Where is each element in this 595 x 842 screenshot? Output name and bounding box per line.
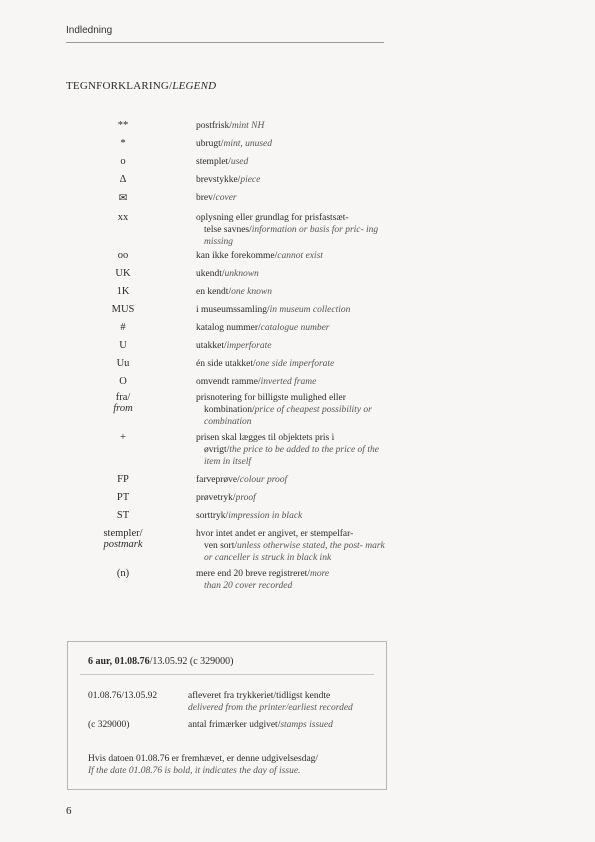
legend-description-da: prøvetryk/ [196, 493, 236, 503]
legend-description-en: used [230, 157, 249, 167]
legend-description-da: ubrugt/ [196, 139, 224, 149]
legend-description-en: one known [231, 287, 272, 297]
legend-description [196, 392, 388, 428]
legend-description-en: cannot exist [277, 251, 323, 261]
legend-description-en: catalogue number [260, 323, 330, 333]
legend-symbol [92, 568, 154, 579]
example-explanation-en: delivered from the printer/earliest recorded [188, 703, 353, 713]
example-note-en: If the date 01.08.76 is bold, it indicates the day of issue. [88, 766, 301, 776]
legend-symbol-text: Δ [119, 174, 127, 185]
legend-symbol-text: oo [117, 250, 129, 261]
example-explanation [188, 719, 388, 731]
legend-symbol [92, 156, 154, 167]
legend-description-en: in museum collection [269, 305, 351, 315]
legend-description-da: utakket/ [196, 341, 227, 351]
legend-description-en: mint, unused [223, 139, 273, 149]
page-title [66, 80, 216, 92]
legend-symbol [92, 192, 154, 204]
legend-symbol-english: postmark [103, 539, 143, 550]
legend-symbol [92, 286, 154, 297]
legend-symbol [92, 432, 154, 443]
legend-continued-en: information or basis for pric- ing missing [204, 225, 379, 247]
legend-description-da: sorttryk/ [196, 511, 229, 521]
legend-description-da: ukendt/ [196, 269, 225, 279]
legend-symbol-text: # [120, 322, 126, 333]
legend-description-continued [196, 404, 388, 428]
legend-description [196, 474, 388, 486]
legend-symbol-text: stempler/ [103, 528, 143, 539]
legend-description-en: unknown [224, 269, 259, 279]
legend-symbol-text: 1K [116, 286, 130, 297]
legend-symbol-text: xx [117, 212, 129, 223]
legend-description [196, 212, 388, 248]
legend-description [196, 528, 388, 564]
example-explanation-da: afleveret fra trykkeriet/tidligst kendte [188, 691, 331, 701]
legend-symbol-text: ST [116, 510, 130, 521]
legend-description-continued [196, 580, 388, 592]
legend-symbol [92, 528, 154, 550]
legend-description-en: impression in black [228, 511, 303, 521]
legend-description-da: stemplet/ [196, 157, 231, 167]
example-explanation-en: stamps issued [280, 720, 333, 730]
legend-description-da: mere end 20 breve registreret/ [196, 569, 310, 579]
legend-description-continued [196, 540, 388, 564]
legend-symbol-text: * [120, 138, 126, 149]
legend-description-da: prisnotering for billigste mulighed eller [196, 393, 346, 403]
legend-symbol [92, 392, 154, 414]
legend-description [196, 568, 388, 592]
legend-description-en: proof [235, 493, 256, 503]
legend-description [196, 432, 388, 468]
legend-continued-en: than 20 cover recorded [204, 581, 293, 591]
legend-symbol-english: from [113, 403, 133, 414]
example-key: 01.08.76/13.05.92 [88, 691, 158, 701]
legend-symbol-text: U [119, 340, 127, 351]
legend-description [196, 268, 388, 280]
legend-symbol-text: MUS [111, 304, 135, 315]
legend-description-da: i museumssamling/ [196, 305, 270, 315]
legend-symbol [92, 268, 154, 279]
legend-description [196, 376, 388, 388]
legend-description-da: katalog nummer/ [196, 323, 261, 333]
legend-description [196, 156, 388, 168]
legend-description-da: kan ikke forekomme/ [196, 251, 278, 261]
example-heading [88, 656, 233, 667]
legend-symbol [92, 138, 154, 149]
legend-description [196, 120, 388, 132]
header-rule [66, 42, 384, 43]
legend-description-da: brev/ [196, 193, 216, 203]
legend-symbol [92, 510, 154, 521]
example-explanation [188, 690, 388, 714]
legend-description [196, 358, 388, 370]
legend-description [196, 304, 388, 316]
legend-continued-da: øvrigt/ [204, 445, 230, 455]
legend-description [196, 192, 388, 204]
legend-symbol [92, 492, 154, 503]
example-key: (c 329000) [88, 720, 130, 730]
legend-description [196, 510, 388, 522]
legend-description-en: inverted frame [260, 377, 317, 387]
legend-description-da: brevstykke/ [196, 175, 241, 185]
example-note [88, 753, 380, 777]
legend-symbol-text: O [119, 376, 127, 387]
title-danish: TEGNFORKLARING/ [66, 80, 173, 92]
legend-symbol [92, 322, 154, 333]
legend-symbol [92, 120, 154, 131]
example-heading-value: 6 aur, 01.08.76 [88, 656, 150, 667]
legend-symbol-text: UK [115, 268, 131, 279]
example-heading-rest: /13.05.92 (c 329000) [149, 656, 234, 667]
legend-description [196, 174, 388, 186]
legend-description [196, 286, 388, 298]
legend-description-da: postfrisk/ [196, 121, 232, 131]
legend-continued-en: the price to be added to the price of the item in itself [204, 445, 379, 467]
legend-symbol [92, 212, 154, 223]
legend-symbol [92, 304, 154, 315]
legend-symbol [92, 250, 154, 261]
legend-description-da: hvor intet andet er angivet, er stempelfar- [196, 529, 354, 539]
legend-continued-en: unless otherwise stated, the post- mark or canceller is struck in black ink [204, 541, 385, 563]
legend-description-da: én side utakket/ [196, 359, 256, 369]
example-rule [80, 674, 374, 675]
legend-continued-en: price of cheapest possibility or combination [204, 405, 372, 427]
legend-description [196, 340, 388, 352]
legend-description-en: one side imperforate [255, 359, 335, 369]
legend-symbol-text: ** [117, 120, 129, 131]
legend-description-en: colour proof [239, 475, 288, 485]
legend-description-da: en kendt/ [196, 287, 232, 297]
legend-description [196, 250, 388, 262]
legend-description [196, 322, 388, 334]
legend-symbol-text: + [120, 432, 126, 443]
legend-description [196, 138, 388, 150]
example-explanation-da: antal frimærker udgivet/ [188, 720, 281, 730]
running-head: Indledning [66, 25, 113, 36]
legend-description-da: farveprøve/ [196, 475, 240, 485]
legend-continued-da: ven sort/ [204, 541, 237, 551]
legend-symbol [92, 340, 154, 351]
legend-description-en: imperforate [226, 341, 272, 351]
title-english: LEGEND [172, 80, 217, 92]
legend-description-da: prisen skal lægges til objektets pris i [196, 433, 335, 443]
legend-symbol [92, 376, 154, 387]
page-number: 6 [66, 805, 72, 817]
legend-symbol-text: o [120, 156, 126, 167]
legend-symbol [92, 358, 154, 369]
legend-description-en: more [309, 569, 330, 579]
example-box [67, 641, 387, 790]
legend-description-da: omvendt ramme/ [196, 377, 261, 387]
legend-continued-da: telse savnes/ [204, 225, 252, 235]
legend-symbol-text: PT [116, 492, 130, 503]
legend-description-en: mint NH [231, 121, 265, 131]
legend-symbol-text: fra/ [115, 392, 131, 403]
legend-description [196, 492, 388, 504]
legend-symbol-text: (n) [116, 568, 130, 579]
legend-symbol-text: ✉ [118, 193, 128, 204]
legend-symbol-text: Uu [116, 358, 130, 369]
legend-description-da: oplysning eller grundlag for prisfastsæt- [196, 213, 349, 223]
legend-description-continued [196, 444, 388, 468]
legend-description-en: cover [215, 193, 237, 203]
legend-continued-da: kombination/ [204, 405, 255, 415]
legend-description-en: piece [240, 175, 261, 185]
example-note-da: Hvis datoen 01.08.76 er fremhævet, er denne udgivelsesdag/ [88, 754, 319, 764]
legend-symbol [92, 474, 154, 485]
legend-description-continued [196, 224, 388, 248]
legend-symbol-text: FP [117, 474, 129, 485]
legend-symbol [92, 174, 154, 185]
